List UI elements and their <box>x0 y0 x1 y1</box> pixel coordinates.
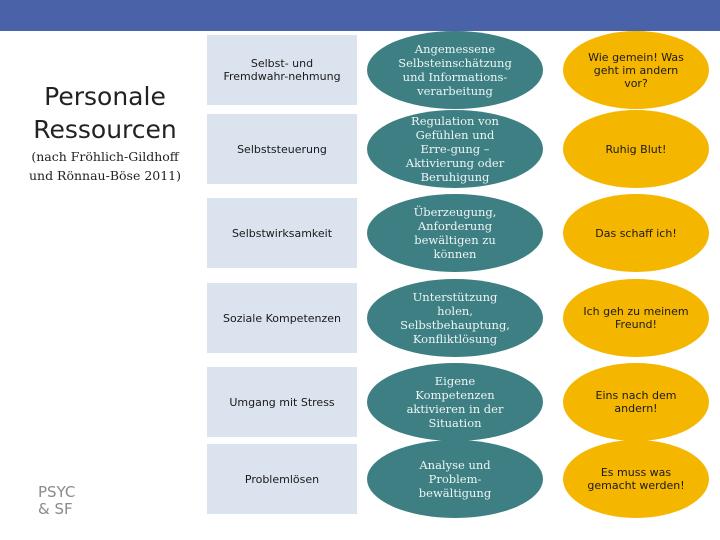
title-main-line-1: Personale <box>44 82 166 111</box>
resource-row <box>0 279 720 357</box>
description-ellipse <box>367 279 543 357</box>
resource-box <box>207 444 357 514</box>
resource-box <box>207 35 357 105</box>
statement-ellipse <box>563 363 709 441</box>
statement-ellipse <box>563 194 709 272</box>
statement-label: Ich geh zu meinem Freund! <box>583 305 689 331</box>
resource-row <box>0 363 720 441</box>
description-ellipse <box>367 363 543 441</box>
resource-label: Umgang mit Stress <box>229 395 335 409</box>
description-label: Unterstützung holen, Selbstbehauptung, Konfliktlösung <box>400 290 510 346</box>
resource-label: Soziale Kompetenzen <box>222 311 342 325</box>
statement-ellipse <box>563 440 709 518</box>
resource-row <box>0 110 720 188</box>
description-label: Angemessene Selbsteinschätzung und Informations-verarbeitung <box>398 42 512 98</box>
description-label: Analyse und Problem-bewältigung <box>418 458 492 500</box>
header-bar <box>0 0 720 31</box>
resource-label: Selbstwirksamkeit <box>231 226 333 240</box>
statement-label: Wie gemein! Was geht im andern vor? <box>588 50 684 90</box>
title-source-line-1: (nach Fröhlich-Gildhoff <box>31 149 179 164</box>
resource-label: Selbst- und Fremdwahr-nehmung <box>223 57 341 83</box>
resource-label: Problemlösen <box>244 472 320 486</box>
logo-line-1: PSYC <box>38 484 76 501</box>
resource-row <box>0 194 720 272</box>
statement-ellipse <box>563 279 709 357</box>
description-label: Überzeugung, Anforderung bewältigen zu können <box>413 205 497 261</box>
statement-ellipse <box>563 31 709 109</box>
resource-label: Selbststeuerung <box>237 142 327 156</box>
title-main-line-2: Ressourcen <box>33 115 177 144</box>
description-label: Eigene Kompetenzen aktivieren in der Situation <box>406 374 504 430</box>
description-ellipse <box>367 110 543 188</box>
logo-line-2: & SF <box>38 500 73 518</box>
resource-box <box>207 198 357 268</box>
statement-ellipse <box>563 110 709 188</box>
resource-row <box>0 440 720 518</box>
description-label: Regulation von Gefühlen und Erre-gung – Aktivierung oder Beruhigung <box>405 114 505 184</box>
statement-label: Es muss was gemacht werden! <box>587 466 685 492</box>
resource-row <box>0 31 720 109</box>
statement-label: Ruhig Blut! <box>605 142 667 156</box>
statement-label: Eins nach dem andern! <box>595 389 677 415</box>
resource-box <box>207 114 357 184</box>
description-ellipse <box>367 194 543 272</box>
statement-label: Das schaff ich! <box>595 226 677 240</box>
resource-box <box>207 367 357 437</box>
description-ellipse <box>367 31 543 109</box>
resource-box <box>207 283 357 353</box>
description-ellipse <box>367 440 543 518</box>
title-source-line-2: und Rönnau-Böse 2011) <box>28 168 182 183</box>
